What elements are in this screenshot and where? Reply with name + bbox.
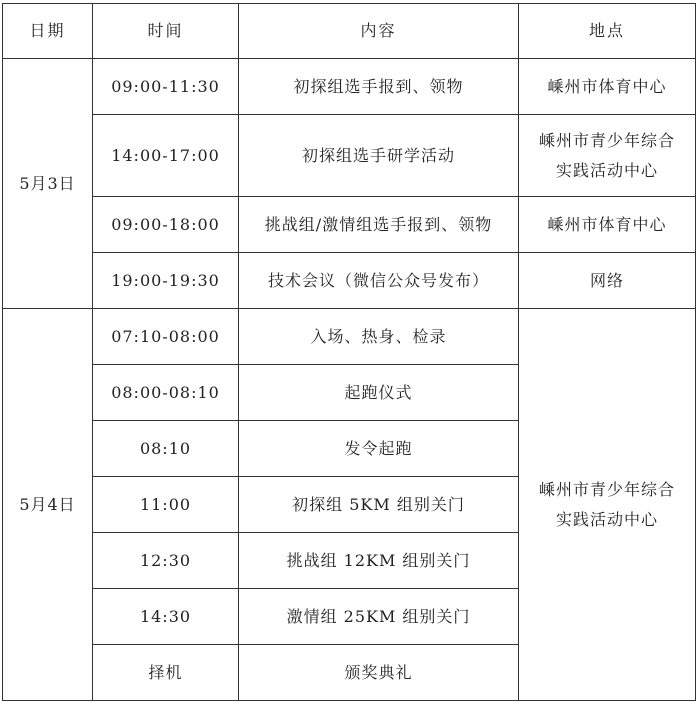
content-cell: 激情组 25KM 组别关门 xyxy=(239,589,519,645)
table-row xyxy=(3,197,696,253)
time-cell: 19:00-19:30 xyxy=(93,253,239,309)
content-cell: 技术会议（微信公众号发布） xyxy=(239,253,519,309)
table-row xyxy=(3,253,696,309)
content-cell: 初探组选手研学活动 xyxy=(239,115,519,197)
content-cell: 颁奖典礼 xyxy=(239,645,519,701)
place-text-line-1: 嵊州市青少年综合 xyxy=(538,130,675,150)
time-cell: 08:10 xyxy=(93,421,239,477)
header-date: 日期 xyxy=(3,4,93,59)
table-row xyxy=(3,115,696,197)
header-time: 时间 xyxy=(93,4,239,59)
time-cell: 08:00-08:10 xyxy=(93,365,239,421)
place-text-line-2: 实践活动中心 xyxy=(555,160,658,180)
table-row xyxy=(3,309,696,365)
time-cell: 11:00 xyxy=(93,477,239,533)
content-cell: 入场、热身、检录 xyxy=(239,309,519,365)
content-cell: 挑战组/激情组选手报到、领物 xyxy=(239,197,519,253)
content-cell: 初探组 5KM 组别关门 xyxy=(239,477,519,533)
content-cell: 起跑仪式 xyxy=(239,365,519,421)
time-cell: 择机 xyxy=(93,645,239,701)
time-cell: 09:00-18:00 xyxy=(93,197,239,253)
schedule-table xyxy=(2,3,696,701)
header-place: 地点 xyxy=(519,4,696,59)
content-cell: 发令起跑 xyxy=(239,421,519,477)
place-cell xyxy=(519,253,696,309)
date-cell-may-4: 5月4日 xyxy=(3,309,93,701)
place-cell xyxy=(519,197,696,253)
place-cell xyxy=(519,59,696,115)
place-text-line-2: 实践活动中心 xyxy=(555,509,658,529)
time-cell: 14:00-17:00 xyxy=(93,115,239,197)
place-cell xyxy=(519,115,696,197)
content-cell: 挑战组 12KM 组别关门 xyxy=(239,533,519,589)
table-header-row xyxy=(3,4,696,59)
time-cell: 07:10-08:00 xyxy=(93,309,239,365)
place-text: 网络 xyxy=(589,270,624,290)
time-cell: 12:30 xyxy=(93,533,239,589)
table-row xyxy=(3,59,696,115)
header-content: 内容 xyxy=(239,4,519,59)
place-text: 嵊州市体育中心 xyxy=(547,214,667,234)
time-cell: 14:30 xyxy=(93,589,239,645)
place-text-line-1: 嵊州市青少年综合 xyxy=(538,479,675,499)
date-cell-may-3: 5月3日 xyxy=(3,59,93,309)
place-cell-may-4 xyxy=(519,309,696,701)
place-text: 嵊州市体育中心 xyxy=(547,76,667,96)
content-cell: 初探组选手报到、领物 xyxy=(239,59,519,115)
time-cell: 09:00-11:30 xyxy=(93,59,239,115)
